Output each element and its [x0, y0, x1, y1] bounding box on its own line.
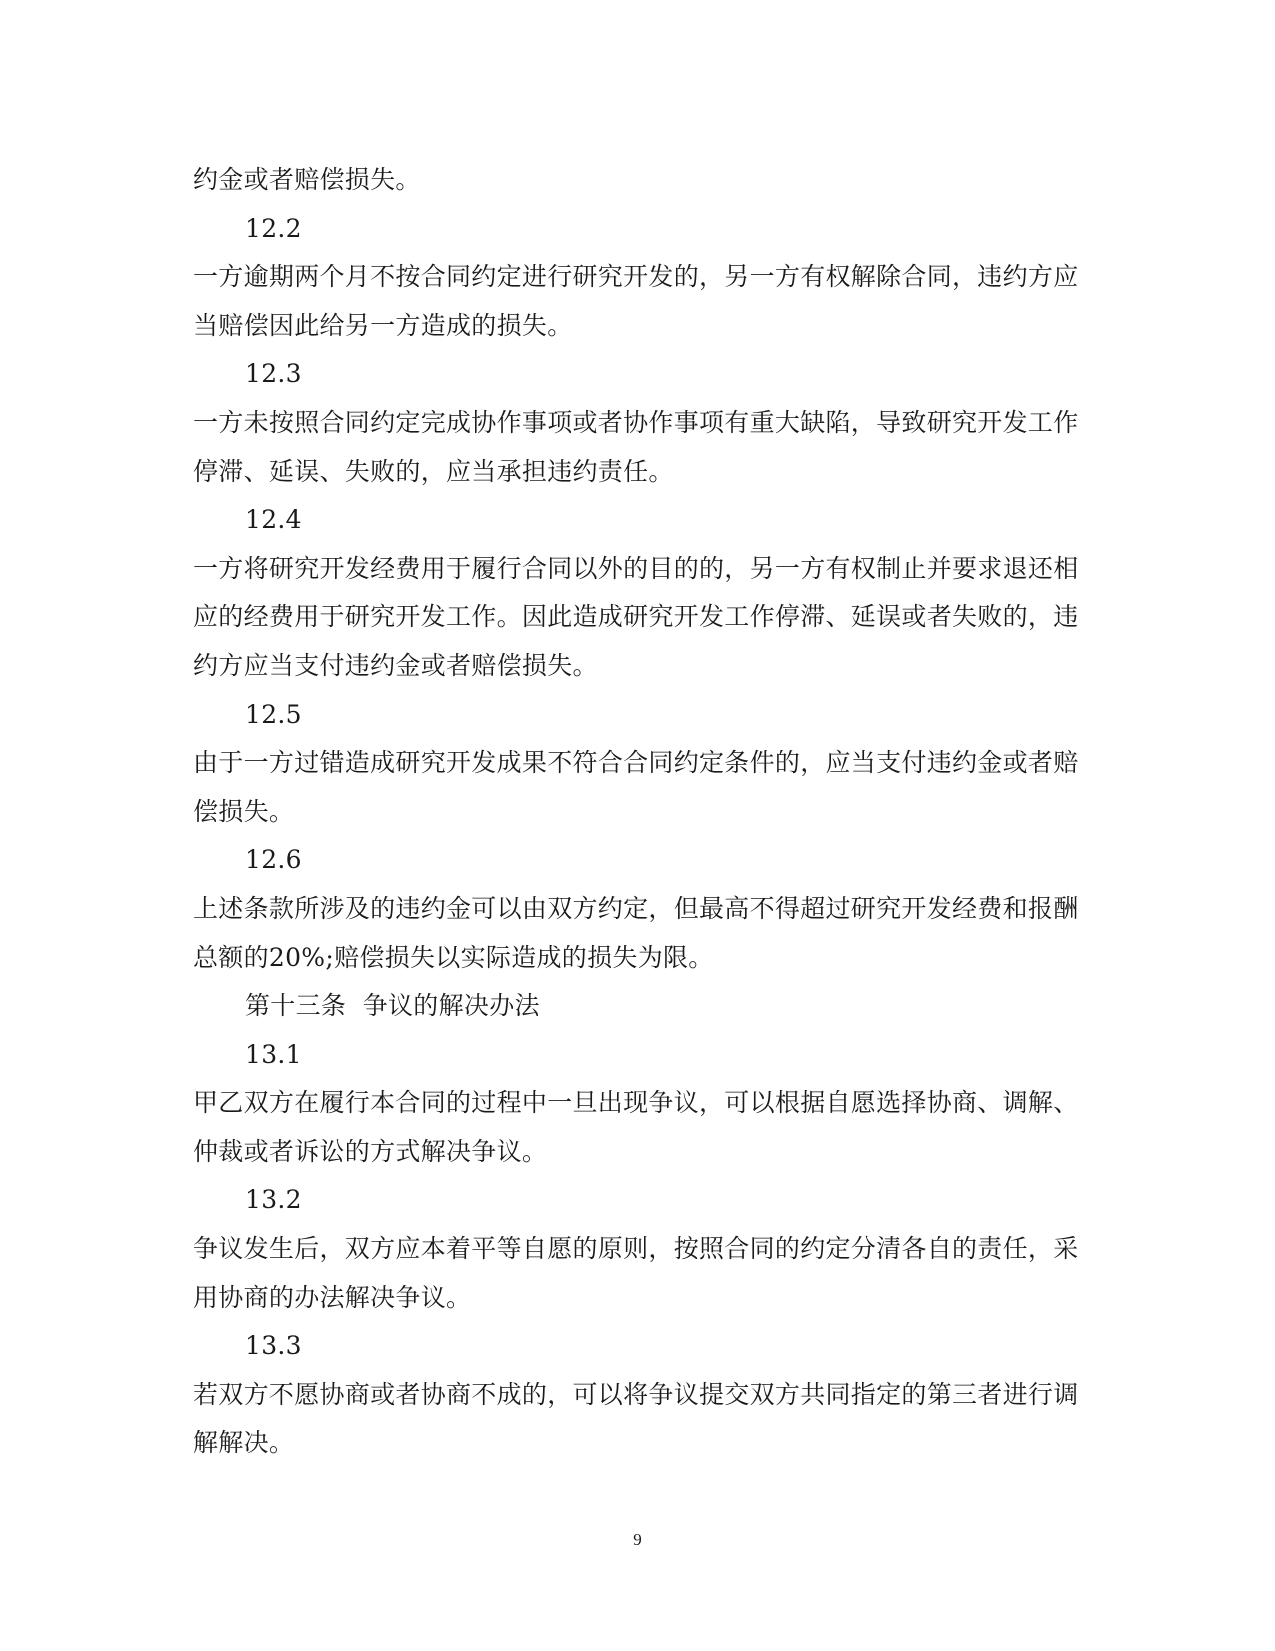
clause-number: 12.2	[245, 213, 302, 243]
body-text-line: 停滞、延误、失败的，应当承担违约责任。	[193, 456, 674, 486]
body-text-line: 约金或者赔偿损失。	[193, 165, 421, 194]
body-text-line: 一方将研究开发经费用于履行合同以外的目的的，另一方有权制止并要求退还相	[193, 553, 1079, 583]
document-body	[193, 156, 1079, 1468]
clause-number: 12.6	[245, 845, 302, 875]
body-text-line: 解解决。	[193, 1428, 295, 1458]
body-text-line: 应的经费用于研究开发工作。因此造成研究开发工作停滞、延误或者失败的，违	[193, 602, 1079, 632]
clause-number: 12.5	[245, 699, 302, 729]
body-text-line: 甲乙双方在履行本合同的过程中一旦出现争议，可以根据自愿选择协商、调解、	[193, 1088, 1079, 1118]
body-text-line: 仲裁或者诉讼的方式解决争议。	[193, 1136, 548, 1166]
clause-number: 12.4	[245, 505, 302, 535]
clause-number: 13.1	[245, 1039, 302, 1069]
body-text-line: 一方逾期两个月不按合同约定进行研究开发的，另一方有权解除合同，违约方应	[193, 262, 1079, 292]
clause-number: 12.3	[245, 359, 302, 389]
page-number: 9	[633, 1530, 642, 1549]
body-text-line: 由于一方过错造成研究开发成果不符合合同约定条件的，应当支付违约金或者赔	[193, 748, 1079, 778]
section-heading: 第十三条 争议的解决办法	[245, 991, 540, 1021]
body-text-line: 总额的20%;赔偿损失以实际造成的损失为限。	[193, 942, 714, 972]
body-text-line: 上述条款所涉及的违约金可以由双方约定，但最高不得超过研究开发经费和报酬	[193, 893, 1079, 923]
body-text-line: 约方应当支付违约金或者赔偿损失。	[193, 650, 598, 680]
clause-number: 13.3	[245, 1331, 302, 1361]
body-text-line: 偿损失。	[193, 796, 295, 826]
clause-number: 13.2	[245, 1185, 302, 1215]
body-text-line: 一方未按照合同约定完成协作事项或者协作事项有重大缺陷，导致研究开发工作	[193, 407, 1079, 437]
body-text-line: 争议发生后，双方应本着平等自愿的原则，按照合同的约定分清各自的责任，采	[193, 1234, 1079, 1264]
body-text-line: 当赔偿因此给另一方造成的损失。	[193, 310, 573, 340]
body-text-line: 用协商的办法解决争议。	[193, 1282, 472, 1312]
body-text-line: 若双方不愿协商或者协商不成的，可以将争议提交双方共同指定的第三者进行调	[193, 1379, 1079, 1409]
